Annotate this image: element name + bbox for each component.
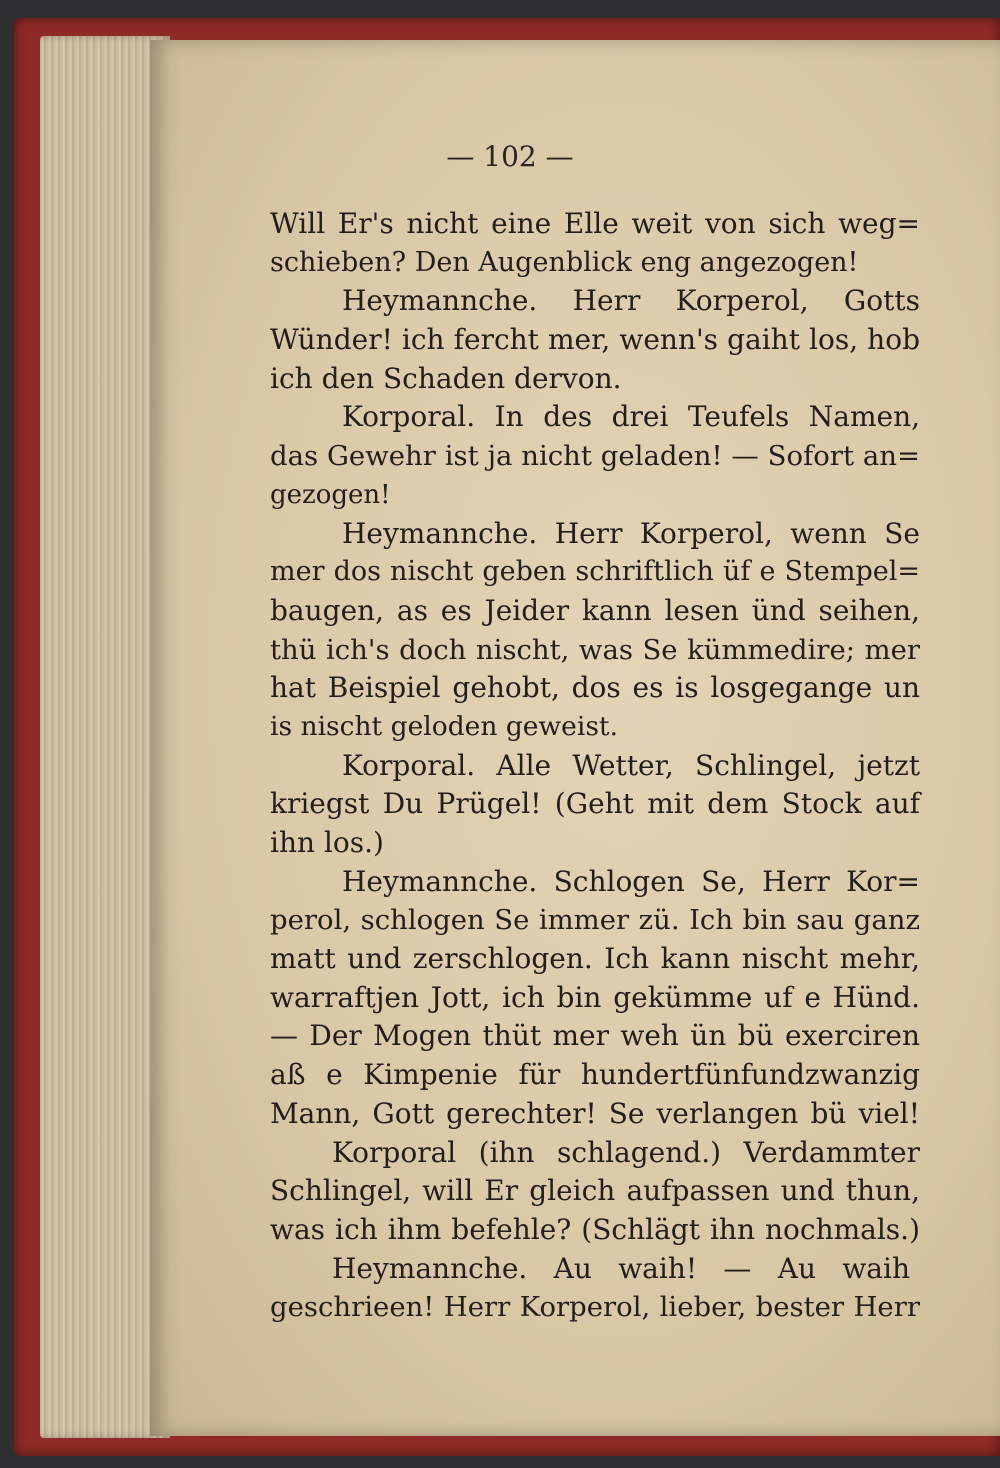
text-line: Korporal. Alle Wetter, Schlingel, jetzt bbox=[342, 748, 920, 782]
text-line: is nischt geloden geweist. bbox=[270, 710, 618, 742]
text-line: Heymannche. Herr Korperol, Gotts bbox=[342, 284, 920, 318]
text-line: baugen, as es Jeider kann lesen ünd seihen, bbox=[270, 593, 920, 627]
text-line: aß e Kimpenie für hundertfünfundzwanzig bbox=[270, 1058, 920, 1092]
page-text bbox=[270, 205, 920, 1327]
text-line: was ich ihm befehle? (Schlägt ihn nochmals.) bbox=[270, 1212, 920, 1246]
text-line: hat Beispiel gehobt, dos es is losgegange un bbox=[270, 671, 920, 705]
text-line: schieben? Den Augenblick eng angezogen! bbox=[270, 246, 859, 278]
text-line: Will Er's nicht eine Elle weit von sich weg= bbox=[270, 207, 920, 240]
text-line: perol, schlogen Se immer zü. Ich bin sau ganz bbox=[270, 904, 920, 937]
text-line: — Der Mogen thüt mer weh ün bü exerciren bbox=[270, 1019, 920, 1053]
text-line: Wünder! ich fercht mer, wenn's gaiht los, hob bbox=[270, 323, 920, 357]
text-line: gezogen! bbox=[270, 479, 391, 510]
text-line: matt und zerschlogen. Ich kann nischt mehr, bbox=[270, 942, 920, 976]
text-line: thü ich's doch nischt, was Se kümmedire; mer bbox=[270, 633, 920, 666]
text-line: Heymannche. Herr Korperol, wenn Se bbox=[342, 516, 920, 550]
text-line: ich den Schaden dervon. bbox=[270, 361, 622, 395]
page-number: — 102 — bbox=[446, 140, 574, 173]
text-line: Schlingel, will Er gleich aufpassen und thun, bbox=[270, 1174, 920, 1208]
text-line: Korporal (ihn schlagend.) Verdammter bbox=[332, 1135, 920, 1169]
text-line: kriegst Du Prügel! (Geht mit dem Stock auf bbox=[270, 787, 920, 821]
text-line: Heymannche. Au waih! — Au waih bbox=[332, 1251, 910, 1285]
text-line: das Gewehr ist ja nicht geladen! — Sofort an= bbox=[270, 440, 920, 473]
text-line: ihn los.) bbox=[270, 826, 384, 859]
text-line: Mann, Gott gerechter! Se verlangen bü viel! bbox=[270, 1096, 920, 1130]
text-line: geschrieen! Herr Korperol, lieber, bester Herr bbox=[270, 1291, 920, 1324]
text-line: mer dos nischt geben schriftlich üf e Stempel= bbox=[270, 556, 920, 588]
text-line: warraftjen Jott, ich bin gekümme uf e Hünd. bbox=[270, 980, 920, 1014]
text-line: Korporal. In des drei Teufels Namen, bbox=[342, 400, 920, 434]
text-line: Heymannche. Schlogen Se, Herr Kor= bbox=[342, 864, 920, 898]
